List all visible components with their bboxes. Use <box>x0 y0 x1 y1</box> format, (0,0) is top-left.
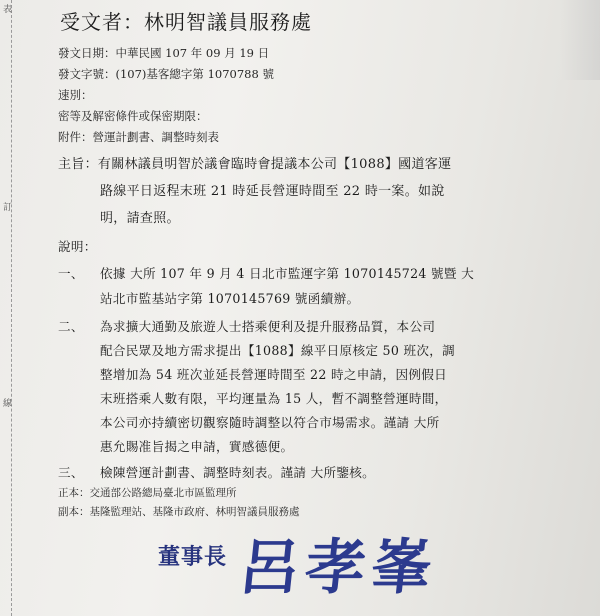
page-shadow <box>560 0 600 80</box>
subject-line-3: 明，請查照。 <box>100 211 180 226</box>
subject-line-2: 路線平日返程末班 21 時延長營運時間至 22 時一案。如說 <box>100 184 445 199</box>
chairman-title: 董事長 <box>158 544 228 570</box>
item-1-line-1: 依據 大所 107 年 9 月 4 日北市監運字第 1070145724 號暨 大 <box>100 266 475 281</box>
speed-class: 速別： <box>58 88 93 102</box>
item-2-line-5: 本公司亦持續密切觀察隨時調整以符合市場需求。謹請 大所 <box>100 415 440 430</box>
binding-line <box>11 0 12 616</box>
document-number: 發文字號：(107)基客總字第 1070788 號 <box>58 67 274 81</box>
issue-date: 發文日期：中華民國 107 年 09 月 19 日 <box>58 46 270 60</box>
subject-line-1: 主旨：有關林議員明智於議會臨時會提議本公司【1088】國道客運 <box>58 157 452 172</box>
item-2-line-6: 惠允賜准旨揭之申請，實感德便。 <box>100 439 294 454</box>
main-recipient: 正本：交通部公路總局臺北市區監理所 <box>58 487 237 499</box>
recipient: 受文者：林明智議員服務處 <box>60 10 312 34</box>
margin-mark-top: 表 <box>3 5 13 15</box>
item-1-number: 一、 <box>58 266 84 281</box>
item-2-number: 二、 <box>58 319 84 334</box>
item-1-line-2: 站北市監基站字第 1070145769 號函續辦。 <box>100 291 360 306</box>
margin-mark-middle2: 線 <box>3 399 13 409</box>
item-3-number: 三、 <box>58 465 84 480</box>
item-2-line-1: 為求擴大通勤及旅遊人士搭乘便利及提升服務品質，本公司 <box>100 319 436 334</box>
item-2-line-2: 配合民眾及地方需求提出【1088】線平日原核定 50 班次，調 <box>100 343 456 358</box>
margin-mark-middle1: 訂 <box>3 203 13 213</box>
item-2-line-3: 整增加為 54 班次並延長營運時間至 22 時之申請，因例假日 <box>100 367 448 382</box>
item-3-line-1: 檢陳營運計劃書、調整時刻表。謹請 大所鑒核。 <box>100 465 376 480</box>
carbon-copy: 副本：基隆監理站、基隆市政府、林明智議員服務處 <box>58 506 300 518</box>
item-2-line-4: 末班搭乘人數有限，平均運量為 15 人，暫不調整營運時間， <box>100 391 448 406</box>
explanation-heading: 說明： <box>58 239 97 254</box>
security-level: 密等及解密條件或保密期限： <box>58 109 208 123</box>
attachments: 附件：營運計劃書、調整時刻表 <box>58 130 219 144</box>
chairman-signature: 呂孝峯 <box>235 533 442 603</box>
